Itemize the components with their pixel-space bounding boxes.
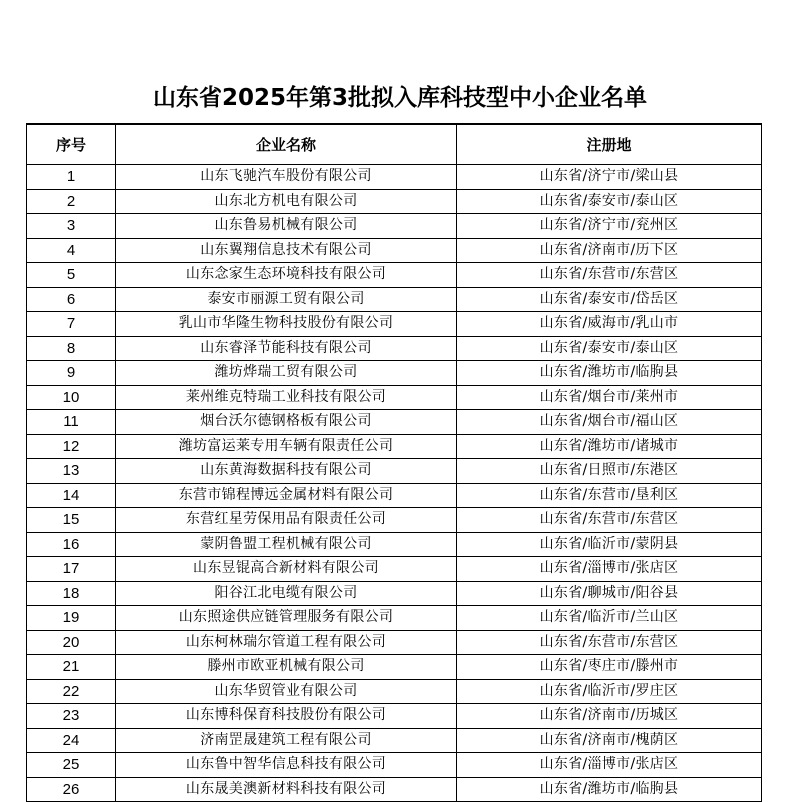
location-cell: 山东省/淄博市/张店区: [457, 753, 762, 778]
row-number-cell: 2: [27, 189, 116, 214]
company-name-cell: 东营红星劳保用品有限责任公司: [116, 508, 457, 533]
table-row: [27, 459, 762, 484]
company-name-cell: 阳谷江北电缆有限公司: [116, 581, 457, 606]
location-cell: 山东省/临沂市/兰山区: [457, 606, 762, 631]
location-cell: 山东省/东营市/东营区: [457, 263, 762, 288]
company-name-cell: 山东晟美澳新材料科技有限公司: [116, 777, 457, 802]
row-number-cell: 16: [27, 532, 116, 557]
location-cell: 山东省/泰安市/泰山区: [457, 336, 762, 361]
table-row: [27, 606, 762, 631]
table-row: [27, 434, 762, 459]
location-cell: 山东省/临沂市/蒙阴县: [457, 532, 762, 557]
row-number-cell: 7: [27, 312, 116, 337]
table-row: [27, 263, 762, 288]
row-number-cell: 17: [27, 557, 116, 582]
location-cell: 山东省/烟台市/莱州市: [457, 385, 762, 410]
table-row: [27, 189, 762, 214]
company-name-cell: 山东翼翔信息技术有限公司: [116, 238, 457, 263]
row-number-cell: 26: [27, 777, 116, 802]
table-row: [27, 287, 762, 312]
row-number-cell: 9: [27, 361, 116, 386]
company-name-cell: 山东昱锟高合新材料有限公司: [116, 557, 457, 582]
table-row: [27, 704, 762, 729]
company-name-cell: 莱州维克特瑞工业科技有限公司: [116, 385, 457, 410]
company-name-cell: 东营市锦程博远金属材料有限公司: [116, 483, 457, 508]
row-number-cell: 25: [27, 753, 116, 778]
location-cell: 山东省/东营市/东营区: [457, 630, 762, 655]
table-row: [27, 728, 762, 753]
company-name-cell: 蒙阴鲁盟工程机械有限公司: [116, 532, 457, 557]
company-name-cell: 济南罡晟建筑工程有限公司: [116, 728, 457, 753]
location-cell: 山东省/威海市/乳山市: [457, 312, 762, 337]
location-cell: 山东省/烟台市/福山区: [457, 410, 762, 435]
company-name-cell: 潍坊富运莱专用车辆有限责任公司: [116, 434, 457, 459]
table-row: [27, 630, 762, 655]
company-table: [26, 123, 762, 802]
row-number-cell: 24: [27, 728, 116, 753]
location-cell: 山东省/枣庄市/滕州市: [457, 655, 762, 680]
column-header-location: 注册地: [457, 124, 762, 165]
column-header-name: 企业名称: [116, 124, 457, 165]
location-cell: 山东省/东营市/垦利区: [457, 483, 762, 508]
row-number-cell: 14: [27, 483, 116, 508]
location-cell: 山东省/聊城市/阳谷县: [457, 581, 762, 606]
row-number-cell: 20: [27, 630, 116, 655]
row-number-cell: 3: [27, 214, 116, 239]
table-row: [27, 581, 762, 606]
company-name-cell: 山东鲁易机械有限公司: [116, 214, 457, 239]
row-number-cell: 19: [27, 606, 116, 631]
table-row: [27, 483, 762, 508]
table-row: [27, 214, 762, 239]
table-row: [27, 165, 762, 190]
company-name-cell: 泰安市丽源工贸有限公司: [116, 287, 457, 312]
row-number-cell: 18: [27, 581, 116, 606]
row-number-cell: 21: [27, 655, 116, 680]
location-cell: 山东省/济宁市/兖州区: [457, 214, 762, 239]
table-row: [27, 557, 762, 582]
table-row: [27, 655, 762, 680]
company-name-cell: 潍坊烨瑞工贸有限公司: [116, 361, 457, 386]
table-header-row: [27, 124, 762, 165]
row-number-cell: 10: [27, 385, 116, 410]
location-cell: 山东省/潍坊市/诸城市: [457, 434, 762, 459]
company-name-cell: 山东飞驰汽车股份有限公司: [116, 165, 457, 190]
company-name-cell: 滕州市欧亚机械有限公司: [116, 655, 457, 680]
location-cell: 山东省/济宁市/梁山县: [457, 165, 762, 190]
location-cell: 山东省/济南市/历下区: [457, 238, 762, 263]
company-name-cell: 山东睿泽节能科技有限公司: [116, 336, 457, 361]
table-row: [27, 508, 762, 533]
company-name-cell: 山东鲁中智华信息科技有限公司: [116, 753, 457, 778]
row-number-cell: 13: [27, 459, 116, 484]
table-row: [27, 679, 762, 704]
location-cell: 山东省/临沂市/罗庄区: [457, 679, 762, 704]
row-number-cell: 12: [27, 434, 116, 459]
location-cell: 山东省/潍坊市/临朐县: [457, 777, 762, 802]
page-title: 山东省2025年第3批拟入库科技型中小企业名单: [152, 85, 648, 111]
company-name-cell: 山东博科保育科技股份有限公司: [116, 704, 457, 729]
row-number-cell: 11: [27, 410, 116, 435]
location-cell: 山东省/济南市/历城区: [457, 704, 762, 729]
location-cell: 山东省/泰安市/岱岳区: [457, 287, 762, 312]
table-row: [27, 238, 762, 263]
row-number-cell: 22: [27, 679, 116, 704]
location-cell: 山东省/东营市/东营区: [457, 508, 762, 533]
table-body: [27, 165, 762, 802]
column-header-no: 序号: [27, 124, 116, 165]
company-name-cell: 山东华贸管业有限公司: [116, 679, 457, 704]
table-row: [27, 777, 762, 802]
row-number-cell: 8: [27, 336, 116, 361]
company-name-cell: 山东黄海数据科技有限公司: [116, 459, 457, 484]
company-name-cell: 乳山市华隆生物科技股份有限公司: [116, 312, 457, 337]
row-number-cell: 23: [27, 704, 116, 729]
row-number-cell: 4: [27, 238, 116, 263]
location-cell: 山东省/济南市/槐荫区: [457, 728, 762, 753]
row-number-cell: 1: [27, 165, 116, 190]
table-row: [27, 336, 762, 361]
company-name-cell: 山东照途供应链管理服务有限公司: [116, 606, 457, 631]
company-name-cell: 山东北方机电有限公司: [116, 189, 457, 214]
table-row: [27, 385, 762, 410]
table-row: [27, 753, 762, 778]
location-cell: 山东省/泰安市/泰山区: [457, 189, 762, 214]
table-row: [27, 532, 762, 557]
row-number-cell: 6: [27, 287, 116, 312]
location-cell: 山东省/潍坊市/临朐县: [457, 361, 762, 386]
company-name-cell: 烟台沃尔德钢格板有限公司: [116, 410, 457, 435]
location-cell: 山东省/淄博市/张店区: [457, 557, 762, 582]
company-name-cell: 山东念家生态环境科技有限公司: [116, 263, 457, 288]
row-number-cell: 15: [27, 508, 116, 533]
table-row: [27, 312, 762, 337]
row-number-cell: 5: [27, 263, 116, 288]
table-row: [27, 410, 762, 435]
company-name-cell: 山东柯林瑞尔管道工程有限公司: [116, 630, 457, 655]
table-row: [27, 361, 762, 386]
location-cell: 山东省/日照市/东港区: [457, 459, 762, 484]
